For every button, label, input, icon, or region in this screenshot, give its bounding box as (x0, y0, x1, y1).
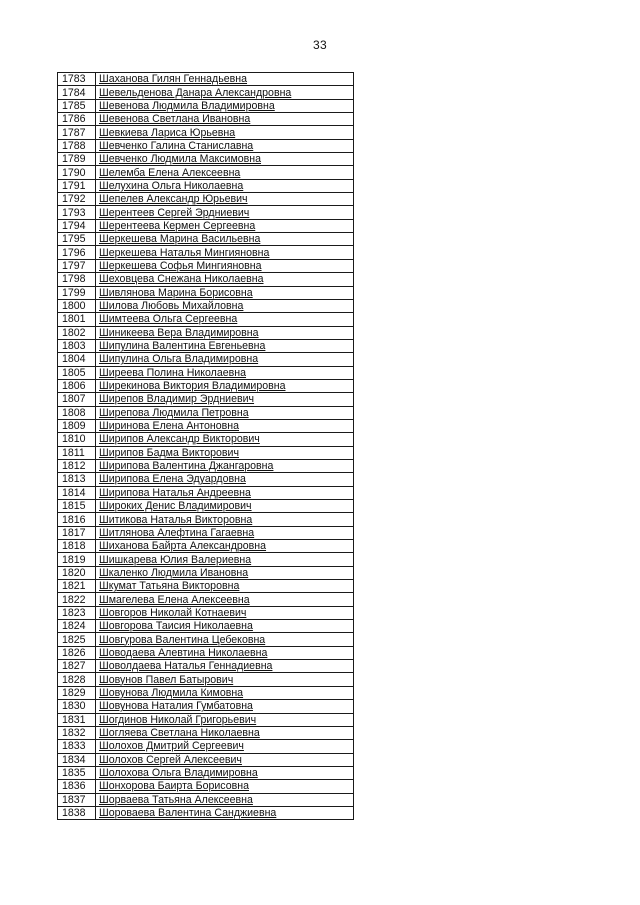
row-number-cell: 1800 (58, 299, 96, 312)
row-number-cell: 1805 (58, 366, 96, 379)
row-number-cell: 1810 (58, 433, 96, 446)
row-number-cell: 1812 (58, 459, 96, 472)
row-number-cell: 1813 (58, 473, 96, 486)
table-row (58, 313, 354, 326)
table-row (58, 99, 354, 112)
full-name-cell: Шолохов Дмитрий Сергеевич (96, 740, 354, 753)
row-number-cell: 1801 (58, 313, 96, 326)
row-number-cell: 1816 (58, 513, 96, 526)
row-number-cell: 1831 (58, 713, 96, 726)
table-row (58, 246, 354, 259)
row-number-cell: 1838 (58, 806, 96, 819)
table-row (58, 193, 354, 206)
table-row (58, 379, 354, 392)
full-name-cell: Шиникеева Вера Владимировна (96, 326, 354, 339)
row-number-cell: 1818 (58, 540, 96, 553)
table-row (58, 166, 354, 179)
table-row (58, 673, 354, 686)
row-number-cell: 1790 (58, 166, 96, 179)
full-name-cell: Ширипова Наталья Андреевна (96, 486, 354, 499)
row-number-cell: 1799 (58, 286, 96, 299)
full-name-cell: Шерентеев Сергей Эрдниевич (96, 206, 354, 219)
row-number-cell: 1824 (58, 620, 96, 633)
full-name-cell: Ширепов Владимир Эрдниевич (96, 393, 354, 406)
row-number-cell: 1820 (58, 566, 96, 579)
full-name-cell: Шеркешева Наталья Мингияновна (96, 246, 354, 259)
full-name-cell: Ширеева Полина Николаевна (96, 366, 354, 379)
full-name-cell: Шовгурова Валентина Цебековна (96, 633, 354, 646)
full-name-cell: Ширипов Бадма Викторович (96, 446, 354, 459)
table-row (58, 286, 354, 299)
table-row (58, 566, 354, 579)
full-name-cell: Шонхорова Баирта Борисовна (96, 780, 354, 793)
table-row (58, 580, 354, 593)
table-row (58, 713, 354, 726)
row-number-cell: 1787 (58, 126, 96, 139)
table-row (58, 753, 354, 766)
full-name-cell: Ширипов Александр Викторович (96, 433, 354, 446)
table-row (58, 139, 354, 152)
full-name-cell: Шолохов Сергей Алексеевич (96, 753, 354, 766)
table-row (58, 113, 354, 126)
full-name-cell: Шевенова Людмила Владимировна (96, 99, 354, 112)
table-row (58, 646, 354, 659)
row-number-cell: 1806 (58, 379, 96, 392)
full-name-cell: Шоволдаева Наталья Геннадиевна (96, 660, 354, 673)
full-name-cell: Шолохова Ольга Владимировна (96, 766, 354, 779)
row-number-cell: 1815 (58, 500, 96, 513)
row-number-cell: 1822 (58, 593, 96, 606)
full-name-cell: Шелемба Елена Алексеевна (96, 166, 354, 179)
row-number-cell: 1795 (58, 233, 96, 246)
table-row (58, 393, 354, 406)
table-row (58, 633, 354, 646)
row-number-cell: 1829 (58, 686, 96, 699)
table-row (58, 326, 354, 339)
full-name-cell: Шорваева Татьяна Алексеевна (96, 793, 354, 806)
table-row (58, 593, 354, 606)
name-registry-table (57, 72, 354, 820)
row-number-cell: 1807 (58, 393, 96, 406)
row-number-cell: 1811 (58, 446, 96, 459)
row-number-cell: 1821 (58, 580, 96, 593)
row-number-cell: 1794 (58, 219, 96, 232)
table-row (58, 606, 354, 619)
table-row (58, 780, 354, 793)
row-number-cell: 1825 (58, 633, 96, 646)
row-number-cell: 1819 (58, 553, 96, 566)
table-row (58, 620, 354, 633)
table-row (58, 73, 354, 86)
table-row (58, 259, 354, 272)
row-number-cell: 1793 (58, 206, 96, 219)
table-row (58, 153, 354, 166)
row-number-cell: 1836 (58, 780, 96, 793)
table-row (58, 500, 354, 513)
row-number-cell: 1828 (58, 673, 96, 686)
full-name-cell: Шмагелева Елена Алексеевна (96, 593, 354, 606)
full-name-cell: Шеховцева Снежана Николаевна (96, 273, 354, 286)
table-row (58, 700, 354, 713)
table-row (58, 419, 354, 432)
table-row (58, 540, 354, 553)
full-name-cell: Ширинова Елена Антоновна (96, 419, 354, 432)
table-row (58, 793, 354, 806)
full-name-cell: Шивлянова Марина Борисовна (96, 286, 354, 299)
table-row (58, 486, 354, 499)
table-row (58, 806, 354, 819)
row-number-cell: 1783 (58, 73, 96, 86)
row-number-cell: 1791 (58, 179, 96, 192)
full-name-cell: Ширепова Людмила Петровна (96, 406, 354, 419)
full-name-cell: Шкаленко Людмила Ивановна (96, 566, 354, 579)
full-name-cell: Шкумат Татьяна Викторовна (96, 580, 354, 593)
row-number-cell: 1833 (58, 740, 96, 753)
full-name-cell: Шипулина Ольга Владимировна (96, 353, 354, 366)
full-name-cell: Шовунова Наталия Гумбатовна (96, 700, 354, 713)
table-row (58, 513, 354, 526)
full-name-cell: Широких Денис Владимирович (96, 500, 354, 513)
table-row (58, 473, 354, 486)
full-name-cell: Шиханова Байрта Александровна (96, 540, 354, 553)
full-name-cell: Шевкиева Лариса Юрьевна (96, 126, 354, 139)
row-number-cell: 1830 (58, 700, 96, 713)
full-name-cell: Шилова Любовь Михайловна (96, 299, 354, 312)
full-name-cell: Шелухина Ольга Николаевна (96, 179, 354, 192)
full-name-cell: Шерентеева Кермен Сергеевна (96, 219, 354, 232)
row-number-cell: 1798 (58, 273, 96, 286)
full-name-cell: Шевельденова Данара Александровна (96, 86, 354, 99)
row-number-cell: 1797 (58, 259, 96, 272)
table-row (58, 553, 354, 566)
full-name-cell: Шовунов Павел Батырович (96, 673, 354, 686)
table-row (58, 446, 354, 459)
full-name-cell: Ширипова Елена Эдуардовна (96, 473, 354, 486)
row-number-cell: 1823 (58, 606, 96, 619)
row-number-cell: 1832 (58, 726, 96, 739)
full-name-cell: Шепелев Александр Юрьевич (96, 193, 354, 206)
full-name-cell: Шипулина Валентина Евгеньевна (96, 339, 354, 352)
table-row (58, 233, 354, 246)
table-row (58, 179, 354, 192)
full-name-cell: Шогдинов Николай Григорьевич (96, 713, 354, 726)
full-name-cell: Шевенова Светлана Ивановна (96, 113, 354, 126)
full-name-cell: Шоводаева Алевтина Николаевна (96, 646, 354, 659)
table-row (58, 299, 354, 312)
table-row (58, 206, 354, 219)
row-number-cell: 1784 (58, 86, 96, 99)
full-name-cell: Ширекинова Виктория Владимировна (96, 379, 354, 392)
registry-table-body (58, 73, 354, 820)
full-name-cell: Шовгорова Таисия Николаевна (96, 620, 354, 633)
full-name-cell: Шеркешева Софья Мингияновна (96, 259, 354, 272)
table-row (58, 660, 354, 673)
table-row (58, 86, 354, 99)
row-number-cell: 1808 (58, 406, 96, 419)
table-row (58, 273, 354, 286)
full-name-cell: Шовгоров Николай Котнаевич (96, 606, 354, 619)
row-number-cell: 1792 (58, 193, 96, 206)
full-name-cell: Шитлянова Алефтина Гагаевна (96, 526, 354, 539)
full-name-cell: Шевченко Галина Станиславна (96, 139, 354, 152)
row-number-cell: 1809 (58, 419, 96, 432)
row-number-cell: 1804 (58, 353, 96, 366)
row-number-cell: 1835 (58, 766, 96, 779)
full-name-cell: Шогляева Светлана Николаевна (96, 726, 354, 739)
row-number-cell: 1817 (58, 526, 96, 539)
table-row (58, 433, 354, 446)
full-name-cell: Шишкарева Юлия Валериевна (96, 553, 354, 566)
table-row (58, 526, 354, 539)
row-number-cell: 1785 (58, 99, 96, 112)
table-row (58, 406, 354, 419)
row-number-cell: 1788 (58, 139, 96, 152)
full-name-cell: Ширипова Валентина Джангаровна (96, 459, 354, 472)
full-name-cell: Шимтеева Ольга Сергеевна (96, 313, 354, 326)
row-number-cell: 1789 (58, 153, 96, 166)
table-row (58, 686, 354, 699)
full-name-cell: Шевченко Людмила Максимовна (96, 153, 354, 166)
table-row (58, 726, 354, 739)
table-row (58, 366, 354, 379)
row-number-cell: 1814 (58, 486, 96, 499)
table-row (58, 353, 354, 366)
table-row (58, 339, 354, 352)
table-row (58, 126, 354, 139)
row-number-cell: 1796 (58, 246, 96, 259)
full-name-cell: Шороваева Валентина Санджиевна (96, 806, 354, 819)
row-number-cell: 1826 (58, 646, 96, 659)
full-name-cell: Шаханова Гилян Геннадьевна (96, 73, 354, 86)
full-name-cell: Шовунова Людмила Кимовна (96, 686, 354, 699)
table-row (58, 740, 354, 753)
page-number: 33 (313, 38, 327, 52)
full-name-cell: Шитикова Наталья Викторовна (96, 513, 354, 526)
row-number-cell: 1834 (58, 753, 96, 766)
row-number-cell: 1802 (58, 326, 96, 339)
table-row (58, 219, 354, 232)
table-row (58, 459, 354, 472)
full-name-cell: Шеркешева Марина Васильевна (96, 233, 354, 246)
row-number-cell: 1786 (58, 113, 96, 126)
row-number-cell: 1827 (58, 660, 96, 673)
row-number-cell: 1837 (58, 793, 96, 806)
row-number-cell: 1803 (58, 339, 96, 352)
table-row (58, 766, 354, 779)
